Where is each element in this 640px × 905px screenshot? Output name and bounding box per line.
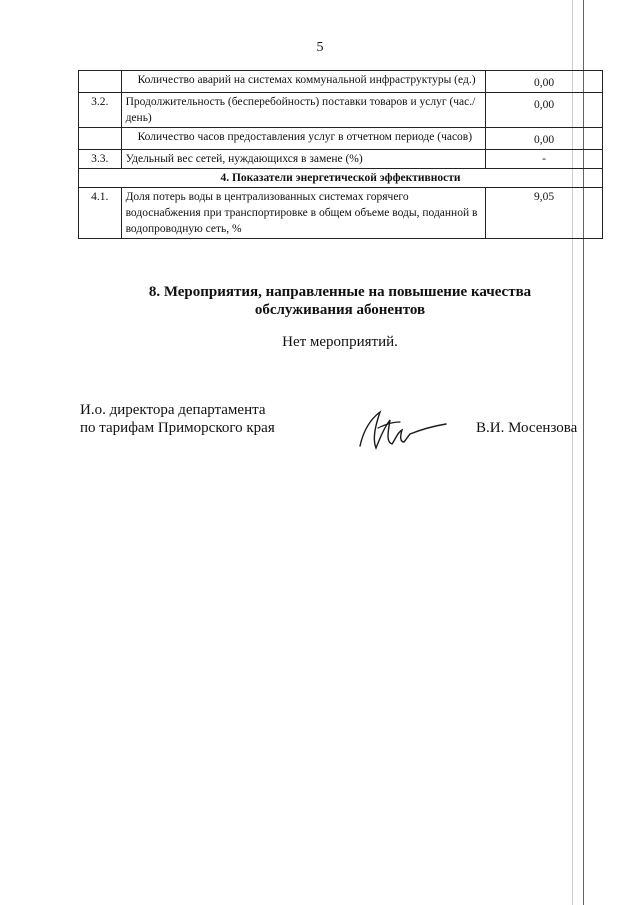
section-8-heading-line1: 8. Мероприятия, направленные на повышение качества bbox=[148, 284, 532, 300]
row-number bbox=[79, 71, 122, 93]
row-value: 0,00 bbox=[486, 128, 603, 150]
table-row bbox=[79, 71, 603, 93]
row-value: 9,05 bbox=[486, 188, 603, 239]
row-description bbox=[121, 71, 486, 93]
signatory-name: В.И. Мосензова bbox=[476, 420, 578, 436]
row-number bbox=[79, 128, 122, 150]
row-value: 0,00 bbox=[486, 93, 603, 128]
indicators-table bbox=[78, 70, 603, 239]
position-line1: И.о. директора департамента bbox=[80, 402, 266, 418]
table-row bbox=[79, 128, 603, 150]
row-number: 3.3. bbox=[79, 150, 122, 169]
position-line2: по тарифам Приморского края bbox=[80, 420, 275, 436]
row-description bbox=[121, 128, 486, 150]
no-measures-note: Нет мероприятий. bbox=[282, 334, 398, 350]
row-number: 4.1. bbox=[79, 188, 122, 239]
row-value: - bbox=[486, 150, 603, 169]
row-description: Удельный вес сетей, нуждающихся в замене (%) bbox=[121, 150, 486, 169]
row-description-text: Количество часов предоставления услуг в отчетном периоде (часов) bbox=[137, 131, 473, 143]
table-row bbox=[79, 93, 603, 128]
table-row bbox=[79, 150, 603, 169]
table-section-row bbox=[79, 169, 603, 188]
row-description: Продолжительность (бесперебойность) поставки товаров и услуг (час./день) bbox=[121, 93, 486, 128]
row-description-text: Количество аварий на системах коммунальной инфраструктуры (ед.) bbox=[137, 74, 476, 86]
section-8-heading-line2: обслуживания абонентов bbox=[254, 302, 426, 318]
page-number: 5 bbox=[316, 40, 324, 55]
section-8-heading bbox=[90, 283, 590, 319]
row-description: Доля потерь воды в централизованных системах горячего водоснабжения при транспортировке в общем объеме воды, поданной в водопроводную сеть, % bbox=[121, 188, 486, 239]
handwritten-signature bbox=[350, 398, 450, 458]
section-title: 4. Показатели энергетической эффективности bbox=[79, 169, 603, 188]
row-number: 3.2. bbox=[79, 93, 122, 128]
row-value: 0,00 bbox=[486, 71, 603, 93]
signatory-position bbox=[80, 401, 275, 437]
table-row bbox=[79, 188, 603, 239]
